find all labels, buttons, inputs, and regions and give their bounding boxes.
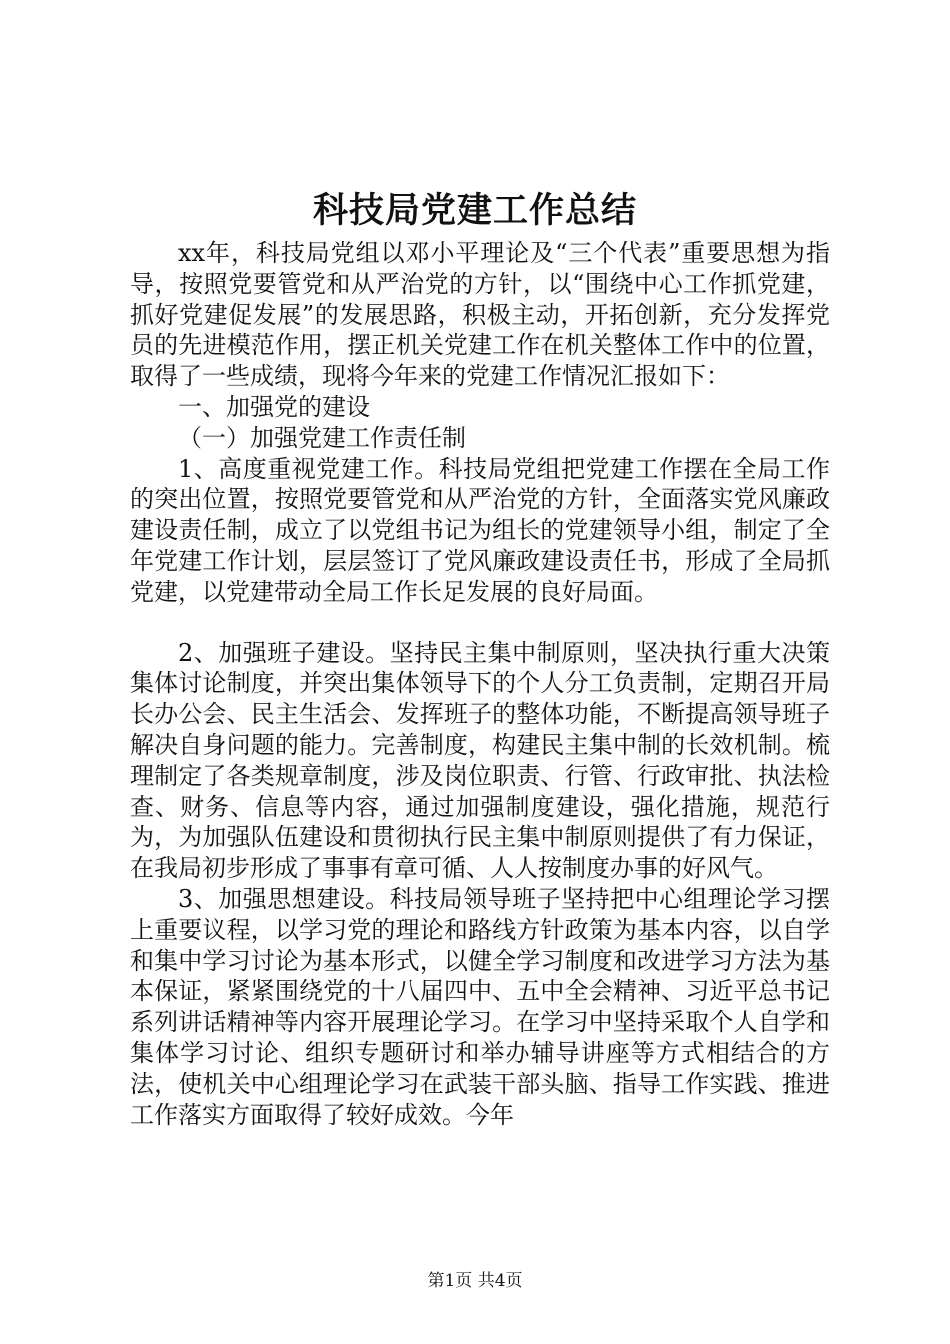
- paragraph-item-2: 2、加强班子建设。坚持民主集中制原则，坚决执行重大决策集体讨论制度，并突出集体领导下的个人分工负责制，定期召开局长办公会、民主生活会、发挥班子的整体功能，不断提高领导班子解决自身问题的能力。完善制度，构建民主集中制的长效机制。梳理制定了各类规章制度，涉及岗位职责、行管、行政审批、执法检查、财务、信息等内容，通过加强制度建设，强化措施，规范行为，为加强队伍建设和贯彻执行民主集中制原则提供了有力保证，在我局初步形成了事事有章可循、人人按制度办事的好风气。: [130, 638, 830, 883]
- intro-paragraph: xx年，科技局党组以邓小平理论及“三个代表”重要思想为指导，按照党要管党和从严治党的方针，以“围绕中心工作抓党建，抓好党建促发展”的发展思路，积极主动，开拓创新，充分发挥党员的先进模范作用，摆正机关党建工作在机关整体工作中的位置，取得了一些成绩，现将今年来的党建工作情况汇报如下：: [130, 239, 830, 391]
- page-footer: 第1页 共4页: [427, 1271, 523, 1291]
- subsection-heading: （一）加强党建工作责任制: [178, 423, 466, 452]
- document-body: [130, 238, 830, 1130]
- paragraph-item-3: 3、加强思想建设。科技局领导班子坚持把中心组理论学习摆上重要议程，以学习党的理论和路线方针政策为基本内容，以自学和集中学习讨论为基本形式，以健全学习制度和改进学习方法为基本保证，紧紧围绕党的十八届四中、五中全会精神、习近平总书记系列讲话精神等内容开展理论学习。在学习中坚持采取个人自学和集体学习讨论、组织专题研讨和举办辅导讲座等方式相结合的方法，使机关中心组理论学习在武装干部头脑、指导工作实践、推进工作落实方面取得了较好成效。今年: [130, 884, 830, 1129]
- section-heading: 一、加强党的建设: [178, 392, 370, 421]
- page-title: 科技局党建工作总结: [312, 190, 637, 231]
- paragraph-item-1: 1、高度重视党建工作。科技局党组把党建工作摆在全局工作的突出位置，按照党要管党和从严治党的方针，全面落实党风廉政建设责任制，成立了以党组书记为组长的党建领导小组，制定了全年党建工作计划，层层签订了党风廉政建设责任书，形成了全局抓党建，以党建带动全局工作长足发展的良好局面。: [130, 454, 830, 606]
